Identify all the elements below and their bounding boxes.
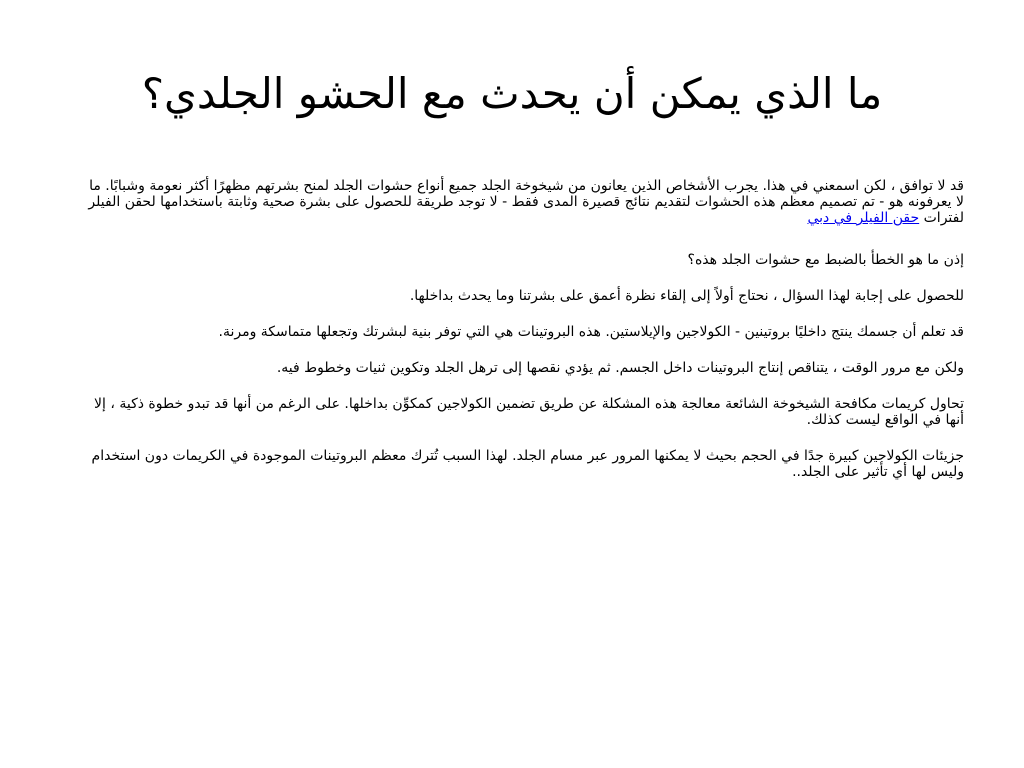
paragraph-creams: تحاول كريمات مكافحة الشيخوخة الشائعة معالجة هذه المشكلة عن طريق تضمين الكولاجين كمكوِّن بداخلها. على الرغم من أنها قد تبدو خطوة ذكية ، إلا أنها في الواقع ليست كذلك. — [94, 396, 964, 428]
paragraph-aging: ولكن مع مرور الوقت ، يتناقص إنتاج البروتينات داخل الجسم. ثم يؤدي نقصها إلى ترهل الجلد وتكوين ثنيات وخطوط فيه. — [276, 360, 964, 376]
paragraph-intro — [78, 178, 964, 226]
paragraph-answer-intro: للحصول على إجابة لهذا السؤال ، نحتاج أولاً إلى إلقاء نظرة أعمق على بشرتنا وما يحدث بداخلها. — [409, 288, 964, 304]
filler-dubai-link[interactable]: حقن الفيلر في دبي — [807, 210, 920, 226]
paragraph-proteins: قد تعلم أن جسمك ينتج داخليًا بروتينين - الكولاجين والإيلاستين. هذه البروتينات هي التي توفر بنية لبشرتك وتجعلها متماسكة ومرنة. — [218, 324, 964, 340]
slide-body — [78, 178, 964, 500]
paragraph-molecules: جزيئات الكولاجين كبيرة جدًا في الحجم بحيث لا يمكنها المرور عبر مسام الجلد. لهذا السبب تُترك معظم البروتينات الموجودة في الكريمات دون استخدام وليس لها أي تأثير على الجلد.. — [91, 448, 964, 480]
slide-title: ما الذي يمكن أن يحدث مع الحشو الجلدي؟ — [141, 69, 883, 118]
paragraph-question: إذن ما هو الخطأ بالضبط مع حشوات الجلد هذه؟ — [687, 252, 964, 268]
paragraph-intro-text: قد لا توافق ، لكن اسمعني في هذا. يجرب الأشخاص الذين يعانون من شيخوخة الجلد جميع أنواع حشوات الجلد لمنح بشرتهم مظهرًا أكثر نعومة وشبابًا. ما لا يعرفونه هو - تم تصميم معظم هذه الحشوات لتقديم نتائج قصيرة المدى فقط - لا توجد طريقة للحصول على بشرة صحية وثابتة باستخدامها لحقن الفيلر لفترات — [88, 178, 964, 226]
